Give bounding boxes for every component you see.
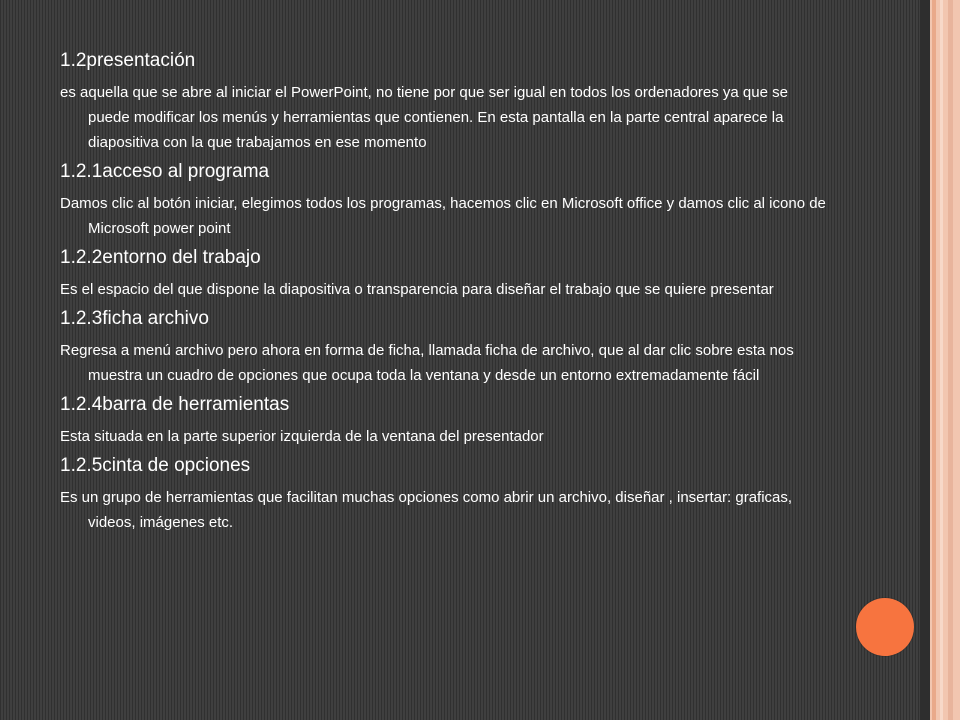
slide-content <box>60 48 830 539</box>
section-title-cinta-opciones: 1.2.5cinta de opciones <box>60 455 251 476</box>
section-body-cinta-opciones: Es un grupo de herramientas que facilitan muchas opciones como abrir un archivo, diseñar , insertar: graficas, videos, imágenes etc. <box>60 489 793 531</box>
section-body-acceso: Damos clic al botón iniciar, elegimos todos los programas, hacemos clic en Microsoft office y damos clic al icono de Microsoft power point <box>60 195 826 237</box>
right-decorative-band <box>920 0 960 720</box>
section-body-ficha-archivo: Regresa a menú archivo pero ahora en forma de ficha, llamada ficha de archivo, que al dar clic sobre esta nos muestra un cuadro de opciones que ocupa toda la ventana y desde un entorno extremadamente fácil <box>60 342 794 384</box>
band-stripe <box>932 0 936 720</box>
section-title-entorno: 1.2.2entorno del trabajo <box>60 247 261 268</box>
section-body-entorno: Es el espacio del que dispone la diapositiva o transparencia para diseñar el trabajo que se quiere presentar <box>60 281 774 298</box>
section-title-barra-herramientas: 1.2.4barra de herramientas <box>60 394 290 415</box>
section-title-presentacion: 1.2presentación <box>60 50 196 71</box>
band-stripe <box>948 0 953 720</box>
band-stripe <box>940 0 943 720</box>
section-body-barra-herramientas: Esta situada en la parte superior izquierda de la ventana del presentador <box>60 428 544 445</box>
band-dark-edge <box>920 0 930 720</box>
section-title-ficha-archivo: 1.2.3ficha archivo <box>60 308 209 329</box>
section-body-presentacion: es aquella que se abre al iniciar el PowerPoint, no tiene por que ser igual en todos los ordenadores ya que se puede modificar los menús y herramientas que contienen. En esta pantalla en la parte central aparece la diapositiva con la que trabajamos en ese momento <box>60 84 788 151</box>
orange-circle-decoration <box>856 598 914 656</box>
section-title-acceso: 1.2.1acceso al programa <box>60 161 270 182</box>
